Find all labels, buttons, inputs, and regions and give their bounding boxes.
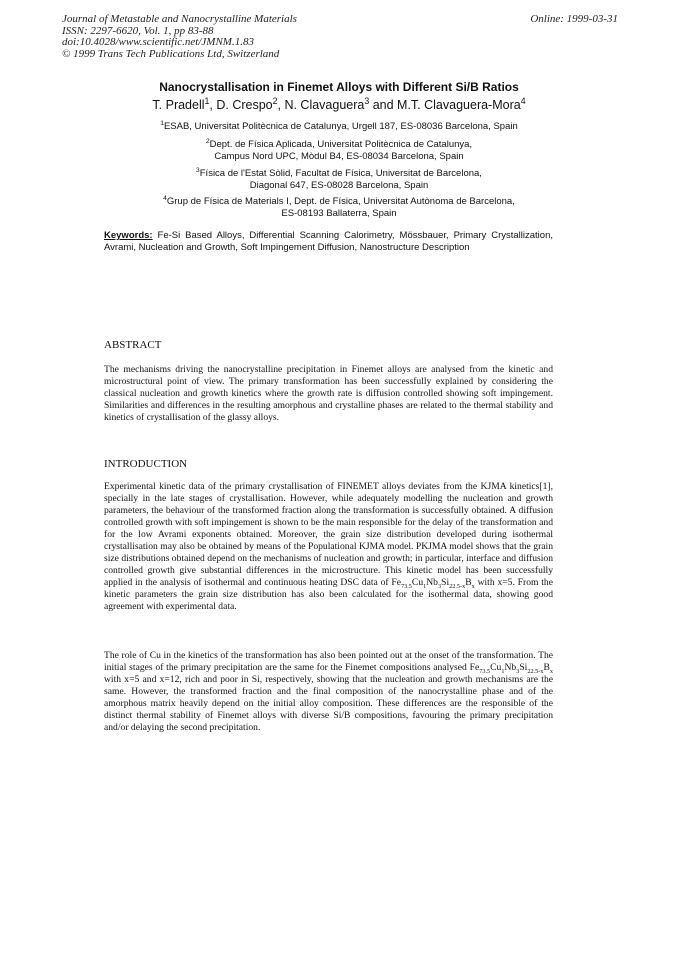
introduction-paragraph-2 bbox=[104, 650, 553, 734]
alloy-formula bbox=[391, 577, 474, 588]
formula-subscript: 1 bbox=[423, 582, 427, 590]
alloy-formula bbox=[470, 662, 553, 673]
formula-subscript: 73.5 bbox=[401, 582, 412, 590]
paragraph-text: with x=5 and x=12, rich and poor in Si, respectively, showing that the nucleation and growth mechanisms are the same. However, the transformed fraction and the final composition of the nanocrystalline phase and of the amorphous matrix heavily depend on the initial alloy composition. These differences are the responsible of the distinct thermal stability of Finemet alloys with diverse Si/B compositions, favouring the primary precipitation and/or delaying the second precipitation. bbox=[104, 674, 553, 733]
formula-element: Fe bbox=[391, 577, 401, 588]
paper-title: Nanocrystallisation in Finemet Alloys with Different Si/B Ratios bbox=[159, 80, 519, 94]
abstract-text: The mechanisms driving the nanocrystalline precipitation in Finemet alloys are analysed from the kinetic and microstructural point of view. The primary transformation has been successfully explained by considering the classical nucleation and growth kinetics where the growth rate is diffusion controlled showing soft impingement. Similarities and differences in the resulting amorphous and crystalline phases are related to the thermal stability and kinetics of crystallisation of the glassy alloys. bbox=[104, 364, 553, 423]
keywords bbox=[104, 230, 553, 253]
formula-element: Nb bbox=[426, 577, 438, 588]
affil-line: Campus Nord UPC, Mòdul B4, ES-08034 Barcelona, Spain bbox=[214, 151, 464, 162]
affiliation-3 bbox=[0, 168, 678, 192]
journal-name: Journal of Metastable and Nanocrystalline Materials bbox=[62, 13, 297, 25]
affil-line: Física de l'Estat Sòlid, Facultat de Física, Universitat de Barcelona, bbox=[199, 168, 482, 179]
formula-subscript: x bbox=[471, 582, 475, 590]
abstract-heading: ABSTRACT bbox=[104, 339, 162, 351]
paragraph-text: Experimental kinetic data of the primary crystallisation of FINEMET alloys deviates from the KJMA kinetics[1], specially in the late stages of crystallisation. However, while adequately modelling the nucleation and growth parameters, the behaviour of the transformed fraction along the transformation is successfully obtained. A diffusion controlled growth with soft impingement is shown to be the main responsible for the delay of the transformation and for the low Avrami exponents obtained. Moreover, the grain size distribution developed during isothermal crystallisation may also be obtained by means of the Populational KJMA model. PKJMA model shows that the grain size distributions obtained depend on the mechanisms of nucleation and growth; in particular, interface and diffusion controlled growth give substantial differences in the microstructure. This kinetic model has been successfully applied in the analysis of isothermal and continuous heating DSC data of bbox=[104, 481, 553, 588]
journal-issn: ISSN: 2297-6620, Vol. 1, pp 83-88 bbox=[62, 24, 214, 37]
affil-marker: 4 bbox=[163, 194, 167, 202]
introduction-heading: INTRODUCTION bbox=[104, 458, 188, 470]
formula-subscript: 22.5-x bbox=[449, 582, 466, 590]
affil-line: Dept. de Física Aplicada, Universitat Politècnica de Catalunya, bbox=[209, 139, 473, 150]
journal-doi[interactable]: doi:10.4028/www.scientific.net/JMNM.1.83 bbox=[62, 36, 254, 48]
formula-element: B bbox=[543, 662, 550, 673]
formula-element: Cu bbox=[411, 577, 424, 588]
author-list: T. Pradell$^1$, D. Crespo$^2$, N. Clavaguera$^3$ and M.T. Clavaguera-Mora$^4$ bbox=[152, 95, 526, 112]
author-affil-marker: 3 bbox=[364, 95, 370, 106]
author-affil-marker: 2 bbox=[272, 95, 278, 106]
affiliation-1 bbox=[0, 121, 678, 133]
paragraph-text: with x=5. From the kinetic parameters the grain size distribution has also been calculated for the isothermal data, showing good agreement with experimental data. bbox=[104, 577, 553, 612]
journal-copyright: © 1999 Trans Tech Publications Ltd, Switzerland bbox=[62, 47, 280, 60]
keywords-label: Keywords: bbox=[104, 230, 153, 241]
affiliation-2 bbox=[0, 139, 678, 163]
formula-element: Si bbox=[519, 662, 528, 673]
affiliation-4 bbox=[0, 196, 678, 220]
affil-marker: 2 bbox=[205, 137, 210, 145]
formula-subscript: 1 bbox=[501, 667, 505, 675]
formula-element: Fe bbox=[469, 662, 480, 673]
affil-line: ES-08193 Ballaterra, Spain bbox=[281, 208, 397, 219]
formula-element: Si bbox=[441, 577, 450, 588]
formula-subscript: 3 bbox=[516, 667, 520, 675]
affil-line: ESAB, Universitat Politècnica de Catalunya, Urgell 187, ES-08036 Barcelona, Spain bbox=[163, 121, 518, 132]
author: D. Crespo bbox=[216, 98, 273, 112]
affil-line: Grup de Física de Materials I, Dept. de Física, Universitat Autònoma de Barcelona, bbox=[166, 196, 515, 207]
formula-element: B bbox=[465, 577, 472, 588]
paragraph-text: The role of Cu in the kinetics of the transformation has also been pointed out at the onset of the transformation. The initial stages of the primary precipitation are the same for the Finemet compositions analysed bbox=[104, 650, 553, 673]
affil-line: Diagonal 647, ES-08028 Barcelona, Spain bbox=[249, 180, 429, 191]
affil-marker: 3 bbox=[196, 166, 200, 174]
formula-subscript: x bbox=[549, 667, 553, 675]
formula-subscript: 3 bbox=[437, 582, 442, 590]
author-affil-marker: 4 bbox=[520, 95, 526, 106]
formula-element: Cu bbox=[490, 662, 502, 673]
author: M.T. Clavaguera-Mora bbox=[397, 98, 521, 112]
author: T. Pradell bbox=[152, 98, 205, 112]
formula-subscript: 73.5 bbox=[479, 667, 491, 675]
online-date: Online: 1999-03-31 bbox=[530, 13, 618, 25]
author: N. Clavaguera bbox=[284, 98, 365, 112]
journal-header bbox=[62, 14, 618, 60]
author-affil-marker: 1 bbox=[204, 95, 210, 106]
introduction-paragraph-1 bbox=[104, 481, 553, 613]
affil-marker: 1 bbox=[160, 119, 164, 127]
keywords-text: Fe-Si Based Alloys, Differential Scanning Calorimetry, Mössbauer, Primary Crystallization, Avrami, Nucleation and Growth, Soft Impingement Diffusion, Nanostructure Description bbox=[104, 230, 554, 253]
formula-subscript: 22.5-x bbox=[527, 667, 544, 675]
formula-element: Nb bbox=[504, 662, 517, 673]
